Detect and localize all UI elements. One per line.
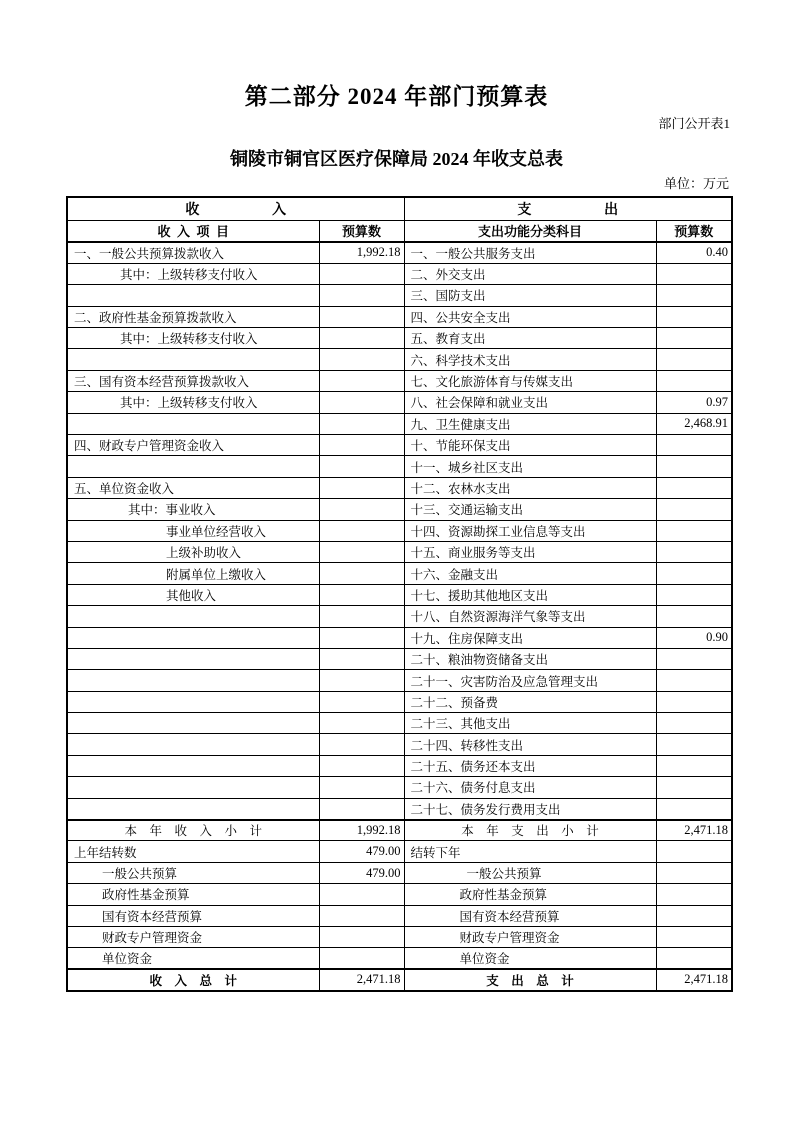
expense-item-cell [404, 606, 656, 627]
income-value-cell [319, 370, 404, 391]
income-item-cell [67, 884, 319, 905]
income-value-cell [319, 798, 404, 819]
table-row [67, 927, 732, 948]
expense-item-column-header: 支出功能分类科目 [404, 220, 656, 242]
expense-value-cell [656, 670, 732, 691]
expense-value-cell [656, 456, 732, 477]
expense-item-cell [404, 413, 656, 434]
income-item-column-label: 收入项目 [157, 224, 236, 240]
expense-item-label: 二十六、债务付息支出 [410, 781, 536, 796]
income-item-cell [67, 606, 319, 627]
expense-item-label: 二十、粮油物资储备支出 [410, 653, 549, 668]
income-item-cell [67, 477, 319, 498]
income-item-cell [67, 734, 319, 755]
expense-value-cell: 0.90 [656, 627, 732, 648]
income-item-cell [67, 370, 319, 391]
expense-value-cell: 0.40 [656, 242, 732, 263]
expense-item-label: 支出总计 [486, 973, 587, 988]
income-value-cell [319, 520, 404, 541]
expense-item-label: 二十三、其他支出 [410, 717, 511, 732]
expense-item-cell [404, 948, 656, 969]
income-value-cell [319, 670, 404, 691]
income-item-cell [67, 242, 319, 263]
expense-section-header: 支出 [517, 202, 691, 218]
income-section-header-cell [67, 197, 404, 220]
income-item-label: 三、国有资本经营预算拨款收入 [74, 375, 250, 390]
expense-item-cell [404, 820, 656, 841]
income-value-cell [319, 777, 404, 798]
column-header-row [67, 220, 732, 242]
income-value-cell [319, 584, 404, 605]
income-item-cell [67, 563, 319, 584]
expense-item-label: 结转下年 [410, 845, 461, 860]
table-row [67, 306, 732, 327]
expense-value-cell [656, 691, 732, 712]
expense-item-label: 二十七、债务发行费用支出 [410, 802, 561, 817]
table-row [67, 584, 732, 605]
public-table-number-label: 部门公开表1 [658, 116, 730, 131]
expense-item-label: 国有资本经营预算 [459, 909, 560, 924]
expense-item-cell [404, 755, 656, 776]
table-row [67, 627, 732, 648]
income-item-label: 一般公共预算 [102, 867, 178, 882]
income-item-label: 国有资本经营预算 [102, 909, 203, 924]
expense-value-cell [656, 584, 732, 605]
expense-item-label: 四、公共安全支出 [410, 310, 511, 325]
table-row [67, 777, 732, 798]
income-item-cell [67, 627, 319, 648]
expense-item-cell [404, 456, 656, 477]
income-value-cell: 479.00 [319, 841, 404, 862]
income-item-label: 二、政府性基金预算拨款收入 [74, 310, 237, 325]
income-item-label: 其他收入 [166, 588, 217, 603]
expense-item-cell [404, 477, 656, 498]
table-row [67, 435, 732, 456]
income-item-label: 上年结转数 [74, 845, 137, 860]
expense-value-cell [656, 884, 732, 905]
table-row [67, 648, 732, 669]
income-item-cell [67, 777, 319, 798]
table-row [67, 499, 732, 520]
income-item-cell [67, 648, 319, 669]
expense-value-cell: 2,471.18 [656, 820, 732, 841]
expense-item-label: 十四、资源勘探工业信息等支出 [410, 524, 586, 539]
expense-item-label: 七、文化旅游体育与传媒支出 [410, 375, 574, 390]
income-item-label: 上级补助收入 [166, 546, 242, 561]
income-item-label: 一、一般公共预算拨款收入 [74, 246, 225, 261]
table-row [67, 969, 732, 990]
income-item-cell [67, 456, 319, 477]
income-item-cell [67, 969, 319, 990]
expense-value-cell [656, 841, 732, 862]
expense-item-cell [404, 798, 656, 819]
expense-item-label: 二十四、转移性支出 [410, 738, 524, 753]
unit-note: 单位：万元 [663, 176, 729, 191]
expense-item-label: 五、教育支出 [410, 332, 486, 347]
expense-item-cell [404, 306, 656, 327]
income-value-cell [319, 884, 404, 905]
income-item-cell [67, 862, 319, 883]
expense-item-label: 十七、援助其他地区支出 [410, 588, 549, 603]
expense-item-label: 本年支出小计 [461, 824, 612, 839]
income-item-label: 其中：事业收入 [128, 503, 216, 518]
expense-item-cell [404, 648, 656, 669]
income-value-cell [319, 263, 404, 284]
income-value-cell [319, 499, 404, 520]
expense-item-label: 十、节能环保支出 [410, 439, 511, 454]
table-row [67, 541, 732, 562]
expense-value-cell [656, 499, 732, 520]
expense-item-cell [404, 691, 656, 712]
expense-item-label: 十三、交通运输支出 [410, 503, 524, 518]
expense-item-cell [404, 328, 656, 349]
expense-item-cell [404, 734, 656, 755]
income-item-cell [67, 713, 319, 734]
income-item-label: 本年收入小计 [124, 824, 275, 839]
expense-item-cell [404, 435, 656, 456]
table-row [67, 798, 732, 819]
income-section-header: 收入 [185, 202, 359, 218]
income-value-cell [319, 627, 404, 648]
income-item-cell [67, 798, 319, 819]
income-value-cell [319, 392, 404, 413]
income-item-label: 五、单位资金收入 [74, 481, 175, 496]
expense-item-cell [404, 884, 656, 905]
expense-item-label: 政府性基金预算 [459, 888, 548, 903]
income-item-cell [67, 285, 319, 306]
income-item-label: 四、财政专户管理资金收入 [74, 439, 225, 454]
income-value-cell [319, 563, 404, 584]
table-row [67, 820, 732, 841]
expense-item-cell [404, 349, 656, 370]
expense-value-cell [656, 563, 732, 584]
income-value-cell [319, 435, 404, 456]
budget-table-title: 铜陵市铜官区医疗保障局 2024 年收支总表 [230, 149, 563, 169]
income-item-label: 收入总计 [149, 973, 250, 988]
expense-value-cell [656, 905, 732, 926]
expense-value-cell [656, 862, 732, 883]
expense-item-cell [404, 370, 656, 391]
table-row [67, 328, 732, 349]
expense-value-cell [656, 648, 732, 669]
expense-value-cell [656, 948, 732, 969]
income-item-cell [67, 841, 319, 862]
expense-item-label: 八、社会保障和就业支出 [410, 396, 549, 411]
expense-item-cell [404, 563, 656, 584]
table-row [67, 691, 732, 712]
table-body [67, 242, 732, 991]
expense-item-label: 十九、住房保障支出 [410, 631, 524, 646]
expense-item-cell [404, 392, 656, 413]
expense-item-cell [404, 905, 656, 926]
table-row [67, 285, 732, 306]
income-expense-summary-table [66, 196, 733, 992]
income-item-label: 单位资金 [102, 952, 153, 967]
expense-value-cell [656, 734, 732, 755]
table-row [67, 734, 732, 755]
expense-value-cell [656, 285, 732, 306]
expense-item-cell [404, 242, 656, 263]
income-item-cell [67, 755, 319, 776]
income-item-cell [67, 948, 319, 969]
income-item-cell [67, 905, 319, 926]
expense-item-cell [404, 541, 656, 562]
income-value-cell [319, 306, 404, 327]
expense-value-cell [656, 370, 732, 391]
income-item-cell [67, 328, 319, 349]
table-row [67, 948, 732, 969]
expense-value-cell [656, 263, 732, 284]
income-item-label: 其中：上级转移支付收入 [120, 332, 258, 347]
expense-item-cell [404, 969, 656, 990]
expense-item-label: 三、国防支出 [410, 289, 486, 304]
income-value-cell [319, 349, 404, 370]
income-value-cell [319, 477, 404, 498]
income-item-cell [67, 435, 319, 456]
income-value-cell [319, 413, 404, 434]
income-item-cell [67, 349, 319, 370]
table-row [67, 563, 732, 584]
income-item-cell [67, 670, 319, 691]
income-value-cell [319, 691, 404, 712]
table-row [67, 477, 732, 498]
expense-value-cell [656, 541, 732, 562]
expense-item-label: 二十二、预备费 [410, 695, 499, 710]
income-item-label: 财政专户管理资金 [102, 931, 203, 946]
income-value-cell [319, 606, 404, 627]
expense-item-label: 二十一、灾害防治及应急管理支出 [410, 674, 599, 689]
expense-value-cell [656, 927, 732, 948]
income-item-cell [67, 306, 319, 327]
expense-value-cell [656, 435, 732, 456]
income-item-cell [67, 541, 319, 562]
expense-item-label: 十六、金融支出 [410, 567, 499, 582]
expense-budget-column-header: 预算数 [656, 220, 732, 242]
income-value-cell: 1,992.18 [319, 242, 404, 263]
expense-item-cell [404, 499, 656, 520]
income-item-cell [67, 392, 319, 413]
table-row [67, 755, 732, 776]
table-row [67, 670, 732, 691]
expense-item-cell [404, 584, 656, 605]
income-item-cell [67, 520, 319, 541]
income-value-cell [319, 648, 404, 669]
income-value-cell [319, 948, 404, 969]
income-value-cell [319, 755, 404, 776]
expense-item-cell [404, 927, 656, 948]
expense-value-cell [656, 520, 732, 541]
expense-value-cell: 2,471.18 [656, 969, 732, 990]
income-value-cell [319, 713, 404, 734]
expense-value-cell: 0.97 [656, 392, 732, 413]
table-row [67, 862, 732, 883]
expense-section-header-cell [404, 197, 732, 220]
expense-item-label: 二十五、债务还本支出 [410, 760, 536, 775]
income-value-cell: 479.00 [319, 862, 404, 883]
income-value-cell [319, 541, 404, 562]
income-item-cell [67, 413, 319, 434]
document-title: 第二部分 2024 年部门预算表 [244, 84, 549, 109]
expense-item-label: 十八、自然资源海洋气象等支出 [410, 610, 586, 625]
income-item-label: 其中：上级转移支付收入 [120, 268, 258, 283]
expense-item-cell [404, 285, 656, 306]
expense-value-cell [656, 306, 732, 327]
table-row [67, 606, 732, 627]
expense-value-cell [656, 606, 732, 627]
expense-value-cell [656, 328, 732, 349]
expense-item-label: 十二、农林水支出 [410, 481, 511, 496]
income-value-cell [319, 905, 404, 926]
table-row [67, 520, 732, 541]
income-item-label: 其中：上级转移支付收入 [120, 396, 258, 411]
expense-item-cell [404, 627, 656, 648]
expense-item-cell [404, 520, 656, 541]
income-item-cell [67, 820, 319, 841]
expense-value-cell [656, 755, 732, 776]
expense-value-cell [656, 798, 732, 819]
expense-item-label: 一、一般公共服务支出 [410, 246, 536, 261]
income-item-cell [67, 691, 319, 712]
income-value-cell: 1,992.18 [319, 820, 404, 841]
table-row [67, 905, 732, 926]
table-row [67, 263, 732, 284]
income-value-cell [319, 456, 404, 477]
income-value-cell: 2,471.18 [319, 969, 404, 990]
expense-item-label: 九、卫生健康支出 [410, 417, 511, 432]
expense-value-cell [656, 713, 732, 734]
income-item-cell [67, 584, 319, 605]
expense-value-cell [656, 349, 732, 370]
table-row [67, 413, 732, 434]
income-item-label: 附属单位上缴收入 [166, 567, 267, 582]
income-item-label: 事业单位经营收入 [166, 524, 267, 539]
income-value-cell [319, 927, 404, 948]
income-item-cell [67, 263, 319, 284]
income-value-cell [319, 285, 404, 306]
income-item-cell [67, 927, 319, 948]
income-item-cell [67, 499, 319, 520]
table-row [67, 713, 732, 734]
table-row [67, 370, 732, 391]
expense-value-cell [656, 777, 732, 798]
expense-item-cell [404, 263, 656, 284]
expense-item-cell [404, 670, 656, 691]
expense-item-label: 二、外交支出 [410, 268, 486, 283]
expense-item-label: 一般公共预算 [466, 867, 542, 882]
expense-item-cell [404, 777, 656, 798]
income-item-label: 政府性基金预算 [102, 888, 190, 903]
income-value-cell [319, 734, 404, 755]
expense-value-cell: 2,468.91 [656, 413, 732, 434]
income-item-column-header [67, 220, 319, 242]
table-row [67, 349, 732, 370]
expense-item-label: 财政专户管理资金 [459, 931, 560, 946]
expense-item-label: 十五、商业服务等支出 [410, 546, 536, 561]
table-row [67, 392, 732, 413]
expense-item-cell [404, 862, 656, 883]
expense-item-cell [404, 713, 656, 734]
table-row [67, 242, 732, 263]
table-row [67, 884, 732, 905]
table-row [67, 841, 732, 862]
expense-item-label: 十一、城乡社区支出 [410, 460, 524, 475]
expense-item-label: 六、科学技术支出 [410, 353, 511, 368]
section-header-row [67, 197, 732, 220]
expense-item-label: 单位资金 [459, 952, 510, 967]
income-budget-column-header: 预算数 [319, 220, 404, 242]
income-value-cell [319, 328, 404, 349]
table-row [67, 456, 732, 477]
expense-value-cell [656, 477, 732, 498]
expense-item-cell [404, 841, 656, 862]
